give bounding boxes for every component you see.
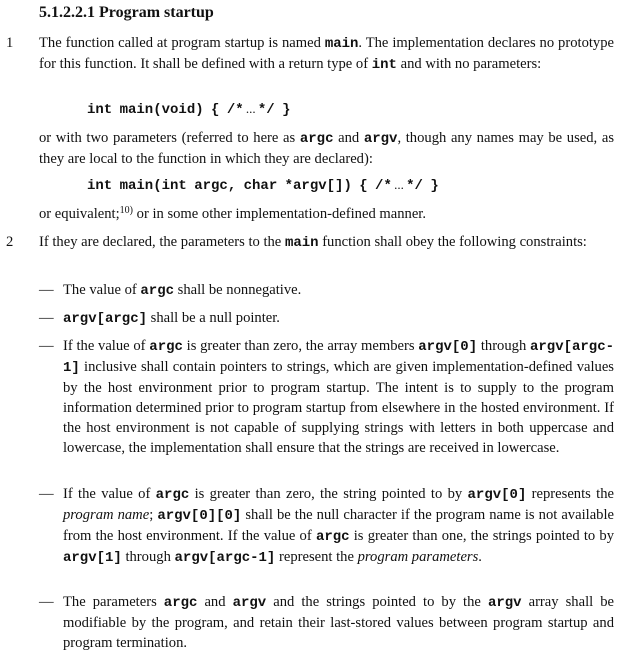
code-argc: argc	[140, 283, 175, 299]
section-heading: 5.1.2.2.1 Program startup	[39, 4, 214, 21]
list-dash: —	[39, 338, 54, 354]
paragraph-equivalent: or equivalent;$^{10)}$ or in some other implementation-defined manner.	[39, 205, 427, 222]
code-int: int	[371, 57, 397, 73]
list-item: argv[argc] shall be a null pointer.	[63, 310, 280, 327]
code-main-void: int main(void) { /* ... */ }	[87, 101, 291, 118]
code-argv-argc-minus-1: argv[argc-1]	[63, 339, 614, 376]
list-dash: —	[39, 486, 54, 502]
list-dash: —	[39, 310, 54, 326]
paragraph-number: 2	[6, 234, 14, 250]
footnote-ref[interactable]: 10)	[119, 205, 133, 216]
code-argv: argv	[232, 595, 267, 611]
code-argv-0: argv[0]	[467, 487, 527, 503]
code-argv-1: argv[1]	[63, 550, 122, 566]
code-main: main	[284, 235, 319, 251]
code-argv-argc: argv[argc]	[63, 311, 148, 327]
code-argc: argc	[315, 529, 350, 545]
term-program-parameters: program parameters	[357, 549, 479, 565]
code-main: main	[324, 36, 359, 52]
list-item: If the value of argc is greater than zero, the string pointed to by argv[0] represents the program name; argv[0][0] shall be the null character if the program name is not available from the host environment. If the value of argc is greater than one, the strings pointed to by argv[1] through argv[argc-1] represent the program parameters.	[63, 486, 614, 566]
list-item: If the value of argc is greater than zero, the array members argv[0] through argv[argc-1] inclusive shall contain pointers to strings, which are given implementation-defined values by the host environment prior to program startup. The intent is to supply to the program information determined prior to program startup from elsewhere in the hosted environment. If the host environment is not capable of supplying strings with letters in both uppercase and lowercase, the implementation shall ensure that the strings are received in lowercase.	[63, 338, 614, 456]
code-main-argc-argv: int main(int argc, char *argv[]) { /* ... */ }	[87, 177, 439, 194]
list-item: The parameters argc and argv and the strings pointed to by the argv array shall be modifiable by the program, and retain their last-stored values between program startup and program termination.	[63, 594, 614, 651]
code-argv-0-0: argv[0][0]	[157, 508, 242, 524]
code-argc: argc	[155, 487, 190, 503]
paragraph-startup-function: The function called at program startup is named main. The implementation declares no prototype for this function. It shall be defined with a return type of int and with no parameters:	[39, 35, 614, 73]
paragraph-two-parameters: or with two parameters (referred to here as argc and argv, though any names may be used, as they are local to the function in which they are declared):	[39, 130, 614, 167]
code-argc: argc	[163, 595, 198, 611]
code-argv: argv	[363, 131, 398, 147]
code-argv-argc-minus-1: argv[argc-1]	[174, 550, 276, 566]
list-item: The value of argc shall be nonnegative.	[63, 282, 302, 299]
code-argv-0: argv[0]	[418, 339, 478, 355]
paragraph-constraints: If they are declared, the parameters to the main function shall obey the following constraints:	[39, 234, 587, 251]
code-argc: argc	[299, 131, 334, 147]
code-argv: argv	[487, 595, 522, 611]
list-dash: —	[39, 282, 54, 298]
code-argc: argc	[149, 339, 183, 355]
term-program-name: program name	[63, 507, 150, 523]
list-dash: —	[39, 594, 54, 610]
paragraph-number: 1	[6, 35, 14, 51]
